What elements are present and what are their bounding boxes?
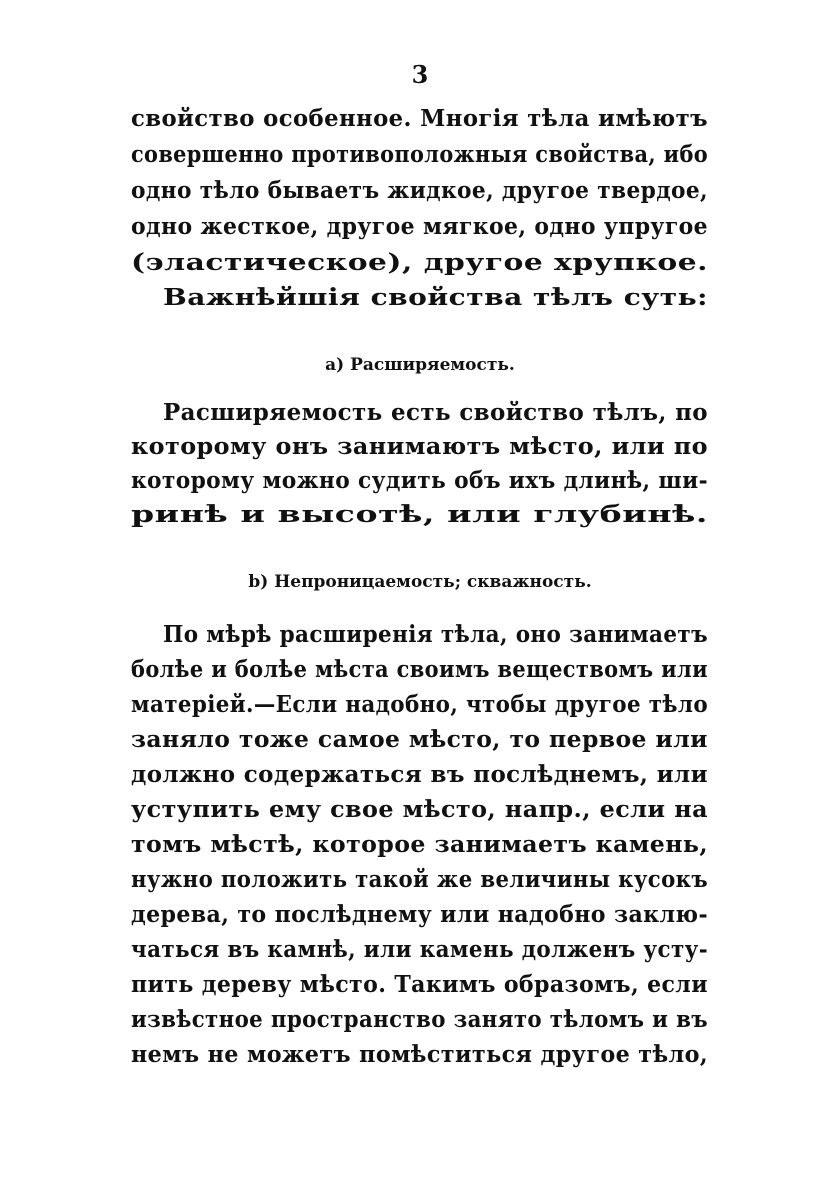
page-number: 3 (411, 60, 429, 89)
book-page: 3 свойство особенное. Многія тѣла имѣютъ совершенно противоположныя свойства, ибо одно тѣло бываетъ жидкое, другое твердое, одно жесткое, другое мягкое, одно упругое (эластическое), другое хрупкое. Важнѣйшія свойства тѣлъ суть: a) Расширяемость. Расширяемость есть свойство тѣлъ, по которому онъ занимаютъ мѣсто, или по которому можно судить объ ихъ длинѣ, ши- ринѣ и высотѣ, или глубинѣ. b) Непроницаемость; скважность. По мѣрѣ расширенія тѣла, оно занимаетъ болѣе и болѣе мѣста своимъ веществомъ или матеріей.—Если надобно, чтобы другое тѣло заняло тоже самое мѣсто, то первое или должно содержаться въ послѣднемъ, или уступить ему свое мѣсто, напр., если на томъ мѣстѣ, которое занимаетъ камень, нужно положить такой же величины кусокъ дерева, то послѣднему или надобно заклю- чаться въ камнѣ, или камень долженъ усту- пить дереву мѣсто. Такимъ образомъ, если извѣстное пространство занято тѣломъ и въ немъ не можетъ помѣститься другое тѣло, (0, 0, 840, 1191)
section-heading-b: b) Непроницаемость; скважность. (248, 572, 592, 592)
section-heading-a: a) Расширяемость. (325, 355, 515, 375)
